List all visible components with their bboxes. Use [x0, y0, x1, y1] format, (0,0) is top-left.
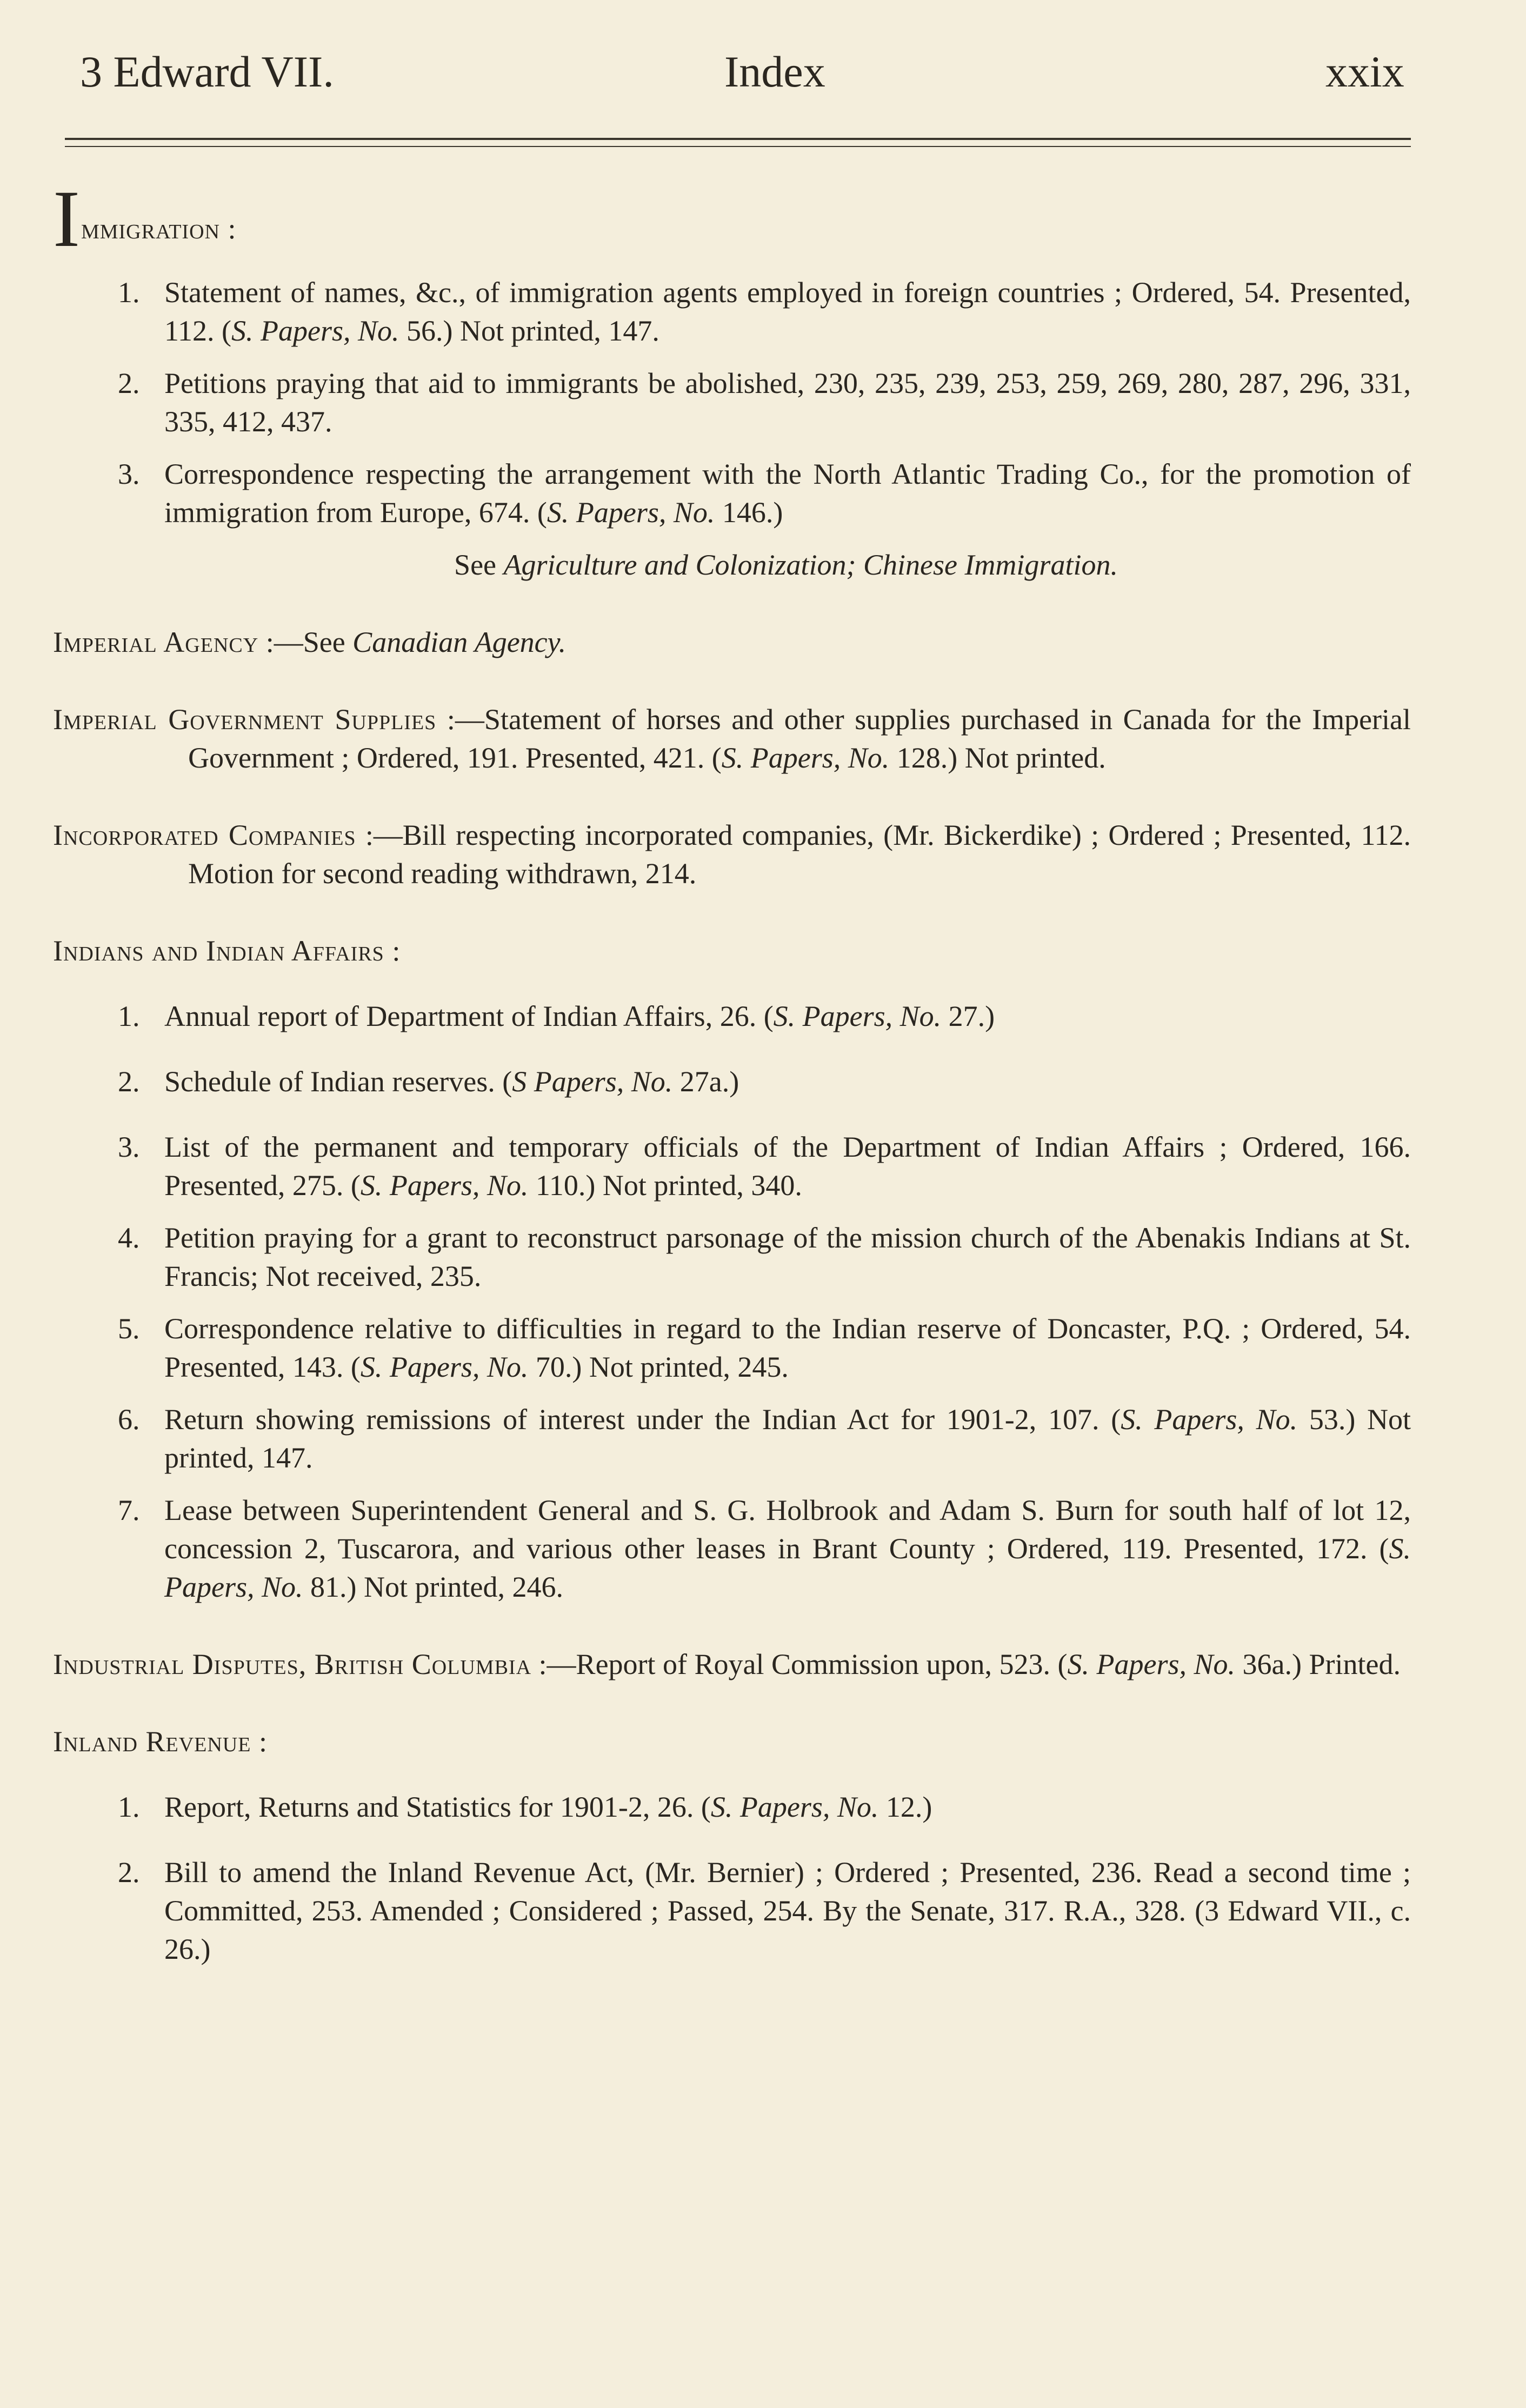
item-text-end: 27a.) — [672, 1065, 739, 1098]
entry-imperial-agency — [53, 623, 1411, 662]
item-number: 3. — [118, 1131, 140, 1163]
item-number: 4. — [118, 1222, 140, 1254]
item-text: Correspondence relative to difficulties in regard to the Indian reserve of Doncaster, P.Q. ; Ordered, 54. Presented, 143. ( — [164, 1312, 1411, 1383]
item-number: 7. — [118, 1494, 140, 1526]
header-rule-bottom — [65, 146, 1411, 147]
entry-industrial-disputes — [53, 1645, 1411, 1684]
indians-item-4 — [53, 1219, 1411, 1296]
entry-text: :—Statement of horses and other supplies purchased in Canada for the Imperial Government ; Ordered, 191. Presented, 421. ( — [188, 703, 1411, 774]
item-ref: S. Papers, No. — [547, 496, 715, 529]
item-text: Petition praying for a grant to reconstruct parsonage of the mission church of the Abenakis Indians at St. Francis; Not received, 235. — [164, 1222, 1411, 1292]
item-text-end: 81.) Not printed, 246. — [303, 1571, 563, 1603]
item-number: 1. — [118, 1000, 140, 1032]
running-header-title: Index — [724, 47, 825, 96]
item-ref: S. Papers, No. — [710, 1791, 879, 1823]
see-prefix: See — [454, 549, 504, 581]
immigration-item-2 — [53, 364, 1411, 441]
entry-heading: Incorporated Companies — [53, 819, 356, 851]
immigration-see-also — [53, 546, 1411, 584]
indians-item-3 — [53, 1128, 1411, 1205]
item-text: Statement of names, &c., of immigration agents employed in foreign countries ; Ordered, 54. Presented, 112. ( — [164, 276, 1411, 347]
item-ref: S. Papers, No. — [164, 1532, 1411, 1603]
heading-indians: Indians and Indian Affairs : — [53, 935, 401, 967]
item-text: List of the permanent and temporary officials of the Department of Indian Affairs ; Ordered, 166. Presented, 275. ( — [164, 1131, 1411, 1202]
item-text-end: 110.) Not printed, 340. — [528, 1169, 802, 1202]
entry-text: :—See — [258, 626, 353, 658]
item-number: 2. — [118, 1065, 140, 1098]
item-number: 5. — [118, 1312, 140, 1345]
item-number: 6. — [118, 1403, 140, 1436]
item-ref: S. Papers, No. — [360, 1351, 529, 1383]
indians-item-7 — [53, 1491, 1411, 1606]
entry-text-end: 128.) Not printed. — [889, 742, 1106, 774]
item-text-end: 12.) — [878, 1791, 932, 1823]
item-text: Bill to amend the Inland Revenue Act, (Mr. Bernier) ; Ordered ; Presented, 236. Read a second time ; Committed, 253. Amended ; Considered ; Passed, 254. By the Senate, 317. R.A., 328. (3 Edward VII., c. 26.) — [164, 1856, 1411, 1965]
item-text-end: 70.) Not printed, 245. — [528, 1351, 789, 1383]
drop-initial: I — [53, 174, 80, 264]
entry-text: :—Report of Royal Commission upon, 523. ( — [531, 1648, 1068, 1680]
header-rule-top — [65, 138, 1411, 140]
item-text: Annual report of Department of Indian Affairs, 26. ( — [164, 1000, 774, 1032]
item-text: Return showing remissions of interest under the Indian Act for 1901-2, 107. ( — [164, 1403, 1121, 1436]
item-ref: S. Papers, No. — [360, 1169, 529, 1202]
immigration-item-3 — [53, 455, 1411, 532]
entry-heading: Imperial Agency — [53, 626, 259, 658]
item-text: Lease between Superintendent General and S. G. Holbrook and Adam S. Burn for south half of lot 12, concession 2, Tuscarora, and various other leases in Brant County ; Ordered, 119. Presented, 172. ( — [164, 1494, 1411, 1565]
page-number: xxix — [1325, 47, 1404, 96]
indians-item-2 — [53, 1063, 1411, 1101]
entry-heading: Industrial Disputes, British Columbia — [53, 1648, 532, 1680]
entry-text: :—Bill respecting incorporated companies, (Mr. Bickerdike) ; Ordered ; Presented, 112. Motion for second reading withdrawn, 214. — [188, 819, 1411, 890]
immigration-item-1 — [53, 274, 1411, 350]
entry-ref: S. Papers, No. — [1067, 1648, 1236, 1680]
item-number: 1. — [118, 276, 140, 309]
item-ref: S. Papers, No. — [773, 1000, 942, 1032]
entry-heading: Imperial Government Supplies — [53, 703, 437, 736]
item-ref: S. Papers, No. — [1121, 1403, 1298, 1436]
heading-immigration-text: mmigration : — [81, 212, 237, 245]
indians-item-5 — [53, 1310, 1411, 1386]
item-text: Schedule of Indian reserves. ( — [164, 1065, 512, 1098]
heading-inland-revenue: Inland Revenue : — [53, 1725, 268, 1758]
indians-item-1 — [53, 997, 1411, 1036]
entry-imperial-government-supplies — [53, 701, 1411, 777]
entry-ref: S. Papers, No. — [721, 742, 890, 774]
item-text-end: 56.) Not printed, 147. — [399, 315, 659, 347]
item-text-end: 53.) Not printed, 147. — [164, 1403, 1411, 1474]
entry-incorporated-companies — [53, 816, 1411, 893]
indians-item-6 — [53, 1400, 1411, 1477]
item-number: 1. — [118, 1791, 140, 1823]
heading-immigration — [53, 174, 1411, 264]
item-text: Report, Returns and Statistics for 1901-2, 26. ( — [164, 1791, 711, 1823]
item-number: 2. — [118, 367, 140, 399]
item-text: Petitions praying that aid to immigrants be abolished, 230, 235, 239, 253, 259, 269, 280, 287, 296, 331, 335, 412, 437. — [164, 367, 1411, 438]
inland-item-2 — [53, 1853, 1411, 1969]
item-ref: S Papers, No. — [512, 1065, 673, 1098]
item-number: 3. — [118, 458, 140, 490]
item-ref: S. Papers, No. — [231, 315, 399, 347]
item-text-end: 27.) — [941, 1000, 995, 1032]
item-text-end: 146.) — [715, 496, 783, 529]
entry-text-end: 36a.) Printed. — [1235, 1648, 1401, 1680]
see-ref: Agriculture and Colonization; Chinese Immigration. — [503, 549, 1118, 581]
running-header-volume: 3 Edward VII. — [80, 47, 334, 96]
inland-item-1 — [53, 1788, 1411, 1826]
entry-ref: Canadian Agency. — [352, 626, 567, 658]
index-body — [53, 174, 1411, 1969]
item-number: 2. — [118, 1856, 140, 1889]
item-text: Correspondence respecting the arrangement with the North Atlantic Trading Co., for the promotion of immigration from Europe, 674. ( — [164, 458, 1411, 529]
